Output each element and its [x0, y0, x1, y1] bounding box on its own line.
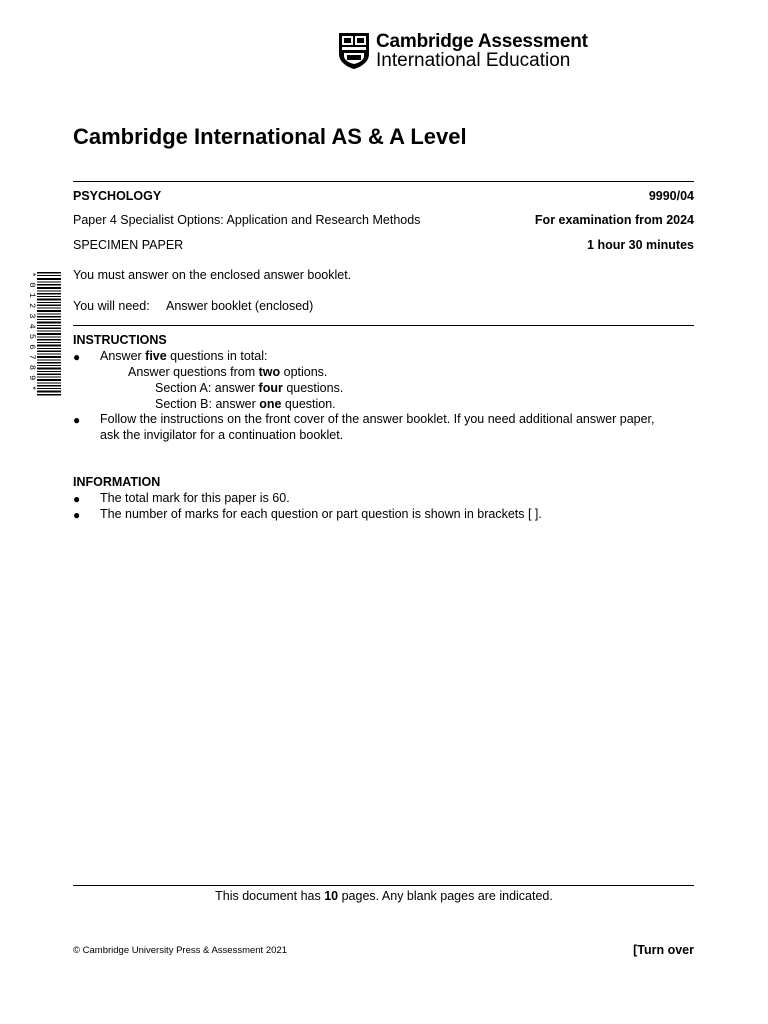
paper-code: 9990/04	[648, 189, 694, 203]
barcode	[27, 272, 63, 396]
turn-over: [Turn over	[633, 943, 694, 957]
duration: 1 hour 30 minutes	[587, 238, 694, 252]
instruction-text: options.	[280, 365, 328, 379]
instruction-sub-1	[128, 365, 327, 379]
page-count-value: 10	[324, 889, 339, 903]
subject-label: PSYCHOLOGY	[73, 189, 162, 203]
divider-footer	[73, 885, 694, 886]
information-heading: INFORMATION	[73, 475, 161, 489]
copyright: © Cambridge University Press & Assessment 2021	[73, 945, 287, 956]
barcode-digits: * 0 1 2 3 4 5 6 7 8 9 *	[27, 272, 37, 391]
bullet-icon: ●	[73, 413, 81, 427]
instruction-text: Answer	[100, 349, 146, 363]
paper-title: Paper 4 Specialist Options: Application and Research Methods	[73, 213, 421, 227]
logo-line2: International Education	[376, 50, 571, 71]
bullet-icon: ●	[73, 508, 81, 522]
instruction-item-2-line1: Follow the instructions on the front cover of the answer booklet. If you need additional answer paper,	[100, 412, 655, 426]
barcode-icon	[27, 272, 63, 396]
instruction-item-2-line2: ask the invigilator for a continuation booklet.	[100, 428, 344, 442]
instruction-item-1	[100, 349, 267, 363]
instruction-text: questions.	[282, 381, 344, 395]
bullet-icon: ●	[73, 350, 81, 364]
page-title: Cambridge International AS & A Level	[73, 124, 467, 149]
instruction-sub-2	[155, 381, 343, 395]
paper-type: SPECIMEN PAPER	[73, 238, 184, 252]
information-item-2: The number of marks for each question or part question is shown in brackets [ ].	[100, 507, 542, 521]
page-count-text: This document has	[215, 889, 325, 903]
divider-middle	[73, 325, 694, 326]
instruction-emphasis: four	[258, 381, 283, 395]
instruction-text: question.	[281, 397, 336, 411]
information-item-1: The total mark for this paper is 60.	[100, 491, 290, 505]
instruction-emphasis: two	[258, 365, 281, 379]
exam-from: For examination from 2024	[534, 213, 694, 227]
instruction-text: Section A: answer	[155, 381, 259, 395]
instruction-text: questions in total:	[166, 349, 268, 363]
instruction-text: Section B: answer	[155, 397, 260, 411]
instruction-text: Answer questions from	[128, 365, 259, 379]
instruction-sub-3	[155, 397, 336, 411]
need-value: Answer booklet (enclosed)	[166, 299, 314, 313]
divider-top	[73, 181, 694, 182]
cambridge-crest-icon	[338, 32, 370, 70]
logo-line1: Cambridge Assessment	[376, 31, 588, 52]
answer-on-text: You must answer on the enclosed answer booklet.	[73, 268, 352, 282]
page-count-note	[0, 889, 768, 903]
bullet-icon: ●	[73, 492, 81, 506]
instruction-emphasis: one	[259, 397, 282, 411]
instruction-emphasis: five	[145, 349, 167, 363]
need-label: You will need:	[73, 299, 150, 313]
page-count-text: pages. Any blank pages are indicated.	[338, 889, 553, 903]
instructions-heading: INSTRUCTIONS	[73, 333, 167, 347]
